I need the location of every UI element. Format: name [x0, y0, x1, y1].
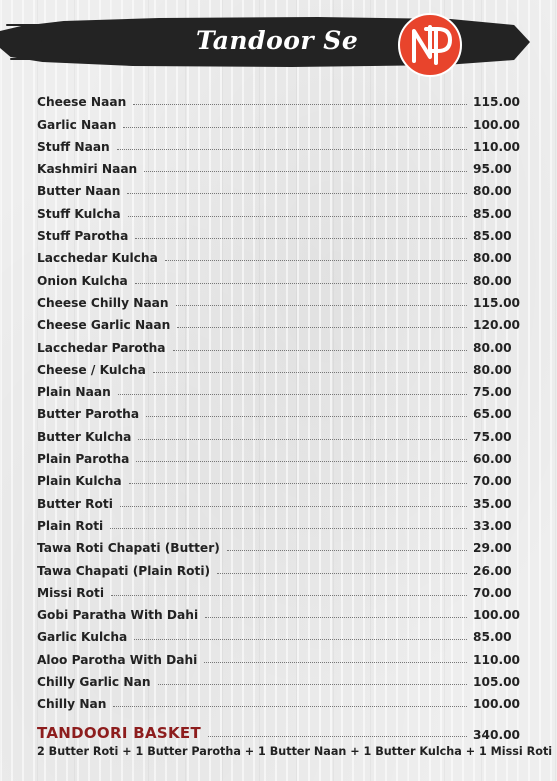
dot-leader — [118, 394, 467, 395]
menu-item-name: Onion Kulcha — [37, 273, 128, 288]
brand-logo — [398, 13, 462, 77]
menu-item-price: 85.00 — [473, 630, 512, 645]
menu-item-name: Gobi Paratha With Dahi — [37, 608, 199, 623]
dot-leader — [123, 127, 467, 128]
dot-leader — [120, 506, 467, 507]
menu-item-name: Chilly Garlic Nan — [37, 675, 151, 690]
menu-item-name: Butter Naan — [37, 184, 121, 199]
menu-item-price: 80.00 — [473, 273, 512, 288]
menu-item-row — [37, 87, 520, 109]
dot-leader — [173, 350, 467, 351]
menu-item-price: 95.00 — [473, 162, 512, 177]
menu-item-price: 85.00 — [473, 206, 512, 221]
menu-item-row — [37, 555, 520, 577]
menu-item-price: 85.00 — [473, 229, 512, 244]
section-title: Tandoor Se — [196, 26, 359, 55]
menu-item-row — [37, 288, 520, 310]
dot-leader — [134, 639, 467, 640]
menu-item-name: Tawa Chapati (Plain Roti) — [37, 563, 211, 578]
menu-item-row — [37, 399, 520, 421]
menu-item-row — [37, 600, 520, 622]
dot-leader — [136, 461, 467, 462]
menu-item-row — [37, 466, 520, 488]
menu-item-name: Plain Parotha — [37, 452, 130, 467]
menu-item-name: Butter Kulcha — [37, 429, 132, 444]
menu-item-price: 75.00 — [473, 385, 512, 400]
menu-item-name: Cheese / Kulcha — [37, 362, 146, 377]
menu-item-row — [37, 332, 520, 354]
menu-item-row — [37, 355, 520, 377]
menu-item-name: Plain Kulcha — [37, 474, 122, 489]
menu-item-price: 70.00 — [473, 585, 512, 600]
menu-item-row — [37, 221, 520, 243]
menu-item-name: Stuff Parotha — [37, 229, 129, 244]
menu-item-price: 80.00 — [473, 184, 512, 199]
menu-item-row — [37, 667, 520, 689]
dot-leader — [127, 193, 467, 194]
basket-row — [37, 720, 520, 742]
dot-leader — [204, 662, 467, 663]
menu-item-price: 65.00 — [473, 407, 512, 422]
menu-item-row — [37, 533, 520, 555]
tandoori-basket-section — [37, 720, 553, 758]
dot-leader — [135, 238, 467, 239]
dot-leader — [110, 528, 467, 529]
dot-leader — [129, 483, 467, 484]
dot-leader — [227, 550, 467, 551]
menu-item-row — [37, 578, 520, 600]
dot-leader — [111, 595, 467, 596]
dot-leader — [217, 573, 467, 574]
menu-item-row — [37, 109, 520, 131]
menu-item-name: Plain Naan — [37, 385, 111, 400]
menu-item-name: Garlic Naan — [37, 117, 117, 132]
menu-item-list — [37, 87, 520, 711]
menu-item-name: Cheese Garlic Naan — [37, 318, 171, 333]
menu-item-price: 110.00 — [473, 139, 521, 154]
brush-streak — [6, 24, 66, 26]
dot-leader — [135, 283, 467, 284]
menu-item-row — [37, 444, 520, 466]
menu-item-name: Cheese Chilly Naan — [37, 295, 169, 310]
menu-item-name: Tawa Roti Chapati (Butter) — [37, 541, 220, 556]
menu-item-row — [37, 198, 520, 220]
menu-item-name: Stuff Kulcha — [37, 206, 121, 221]
menu-item-price: 80.00 — [473, 340, 512, 355]
dot-leader — [133, 104, 467, 105]
dot-leader — [138, 439, 467, 440]
menu-item-name: Missi Roti — [37, 585, 104, 600]
menu-item-name: Cheese Naan — [37, 95, 127, 110]
dot-leader — [208, 736, 467, 737]
menu-item-price: 100.00 — [473, 608, 521, 623]
menu-item-row — [37, 132, 520, 154]
menu-item-name: Butter Parotha — [37, 407, 140, 422]
dot-leader — [165, 260, 467, 261]
dot-leader — [158, 684, 467, 685]
menu-item-name: Lacchedar Parotha — [37, 340, 166, 355]
dot-leader — [144, 171, 467, 172]
menu-item-name: Garlic Kulcha — [37, 630, 128, 645]
menu-item-price: 115.00 — [473, 95, 521, 110]
menu-item-name: Plain Roti — [37, 518, 104, 533]
menu-item-row — [37, 377, 520, 399]
menu-item-price: 110.00 — [473, 652, 521, 667]
basket-price: 340.00 — [473, 728, 521, 742]
menu-item-row — [37, 488, 520, 510]
dot-leader — [153, 372, 467, 373]
menu-item-price: 115.00 — [473, 295, 521, 310]
brush-streak — [2, 40, 42, 42]
basket-title: TANDOORI BASKET — [37, 724, 201, 742]
logo-monogram-icon — [400, 15, 460, 75]
menu-item-price: 80.00 — [473, 362, 512, 377]
menu-item-row — [37, 154, 520, 176]
menu-item-name: Kashmiri Naan — [37, 162, 138, 177]
menu-item-row — [37, 421, 520, 443]
menu-item-price: 100.00 — [473, 697, 521, 712]
menu-item-row — [37, 622, 520, 644]
menu-item-name: Butter Roti — [37, 496, 113, 511]
dot-leader — [177, 327, 467, 328]
menu-item-price: 105.00 — [473, 675, 521, 690]
menu-item-row — [37, 511, 520, 533]
basket-description: 2 Butter Roti + 1 Butter Parotha + 1 Butter Naan + 1 Butter Kulcha + 1 Missi Roti — [37, 745, 553, 758]
menu-item-price: 29.00 — [473, 541, 512, 556]
brush-streak — [10, 58, 80, 60]
menu-item-row — [37, 243, 520, 265]
dot-leader — [176, 305, 467, 306]
menu-header — [0, 0, 557, 80]
menu-item-price: 70.00 — [473, 474, 512, 489]
dot-leader — [128, 216, 467, 217]
menu-item-row — [37, 265, 520, 287]
menu-item-row — [37, 644, 520, 666]
menu-item-row — [37, 176, 520, 198]
menu-item-row — [37, 310, 520, 332]
menu-item-price: 35.00 — [473, 496, 512, 511]
menu-item-price: 100.00 — [473, 117, 521, 132]
menu-item-price: 33.00 — [473, 518, 512, 533]
menu-item-name: Stuff Naan — [37, 139, 110, 154]
dot-leader — [146, 416, 467, 417]
menu-item-price: 60.00 — [473, 452, 512, 467]
menu-item-price: 26.00 — [473, 563, 512, 578]
menu-item-name: Lacchedar Kulcha — [37, 251, 158, 266]
dot-leader — [205, 617, 467, 618]
dot-leader — [113, 706, 467, 707]
dot-leader — [117, 149, 467, 150]
menu-item-row — [37, 689, 520, 711]
menu-item-name: Aloo Parotha With Dahi — [37, 652, 198, 667]
menu-item-name: Chilly Nan — [37, 697, 107, 712]
menu-item-price: 80.00 — [473, 251, 512, 266]
menu-item-price: 75.00 — [473, 429, 512, 444]
menu-item-price: 120.00 — [473, 318, 521, 333]
